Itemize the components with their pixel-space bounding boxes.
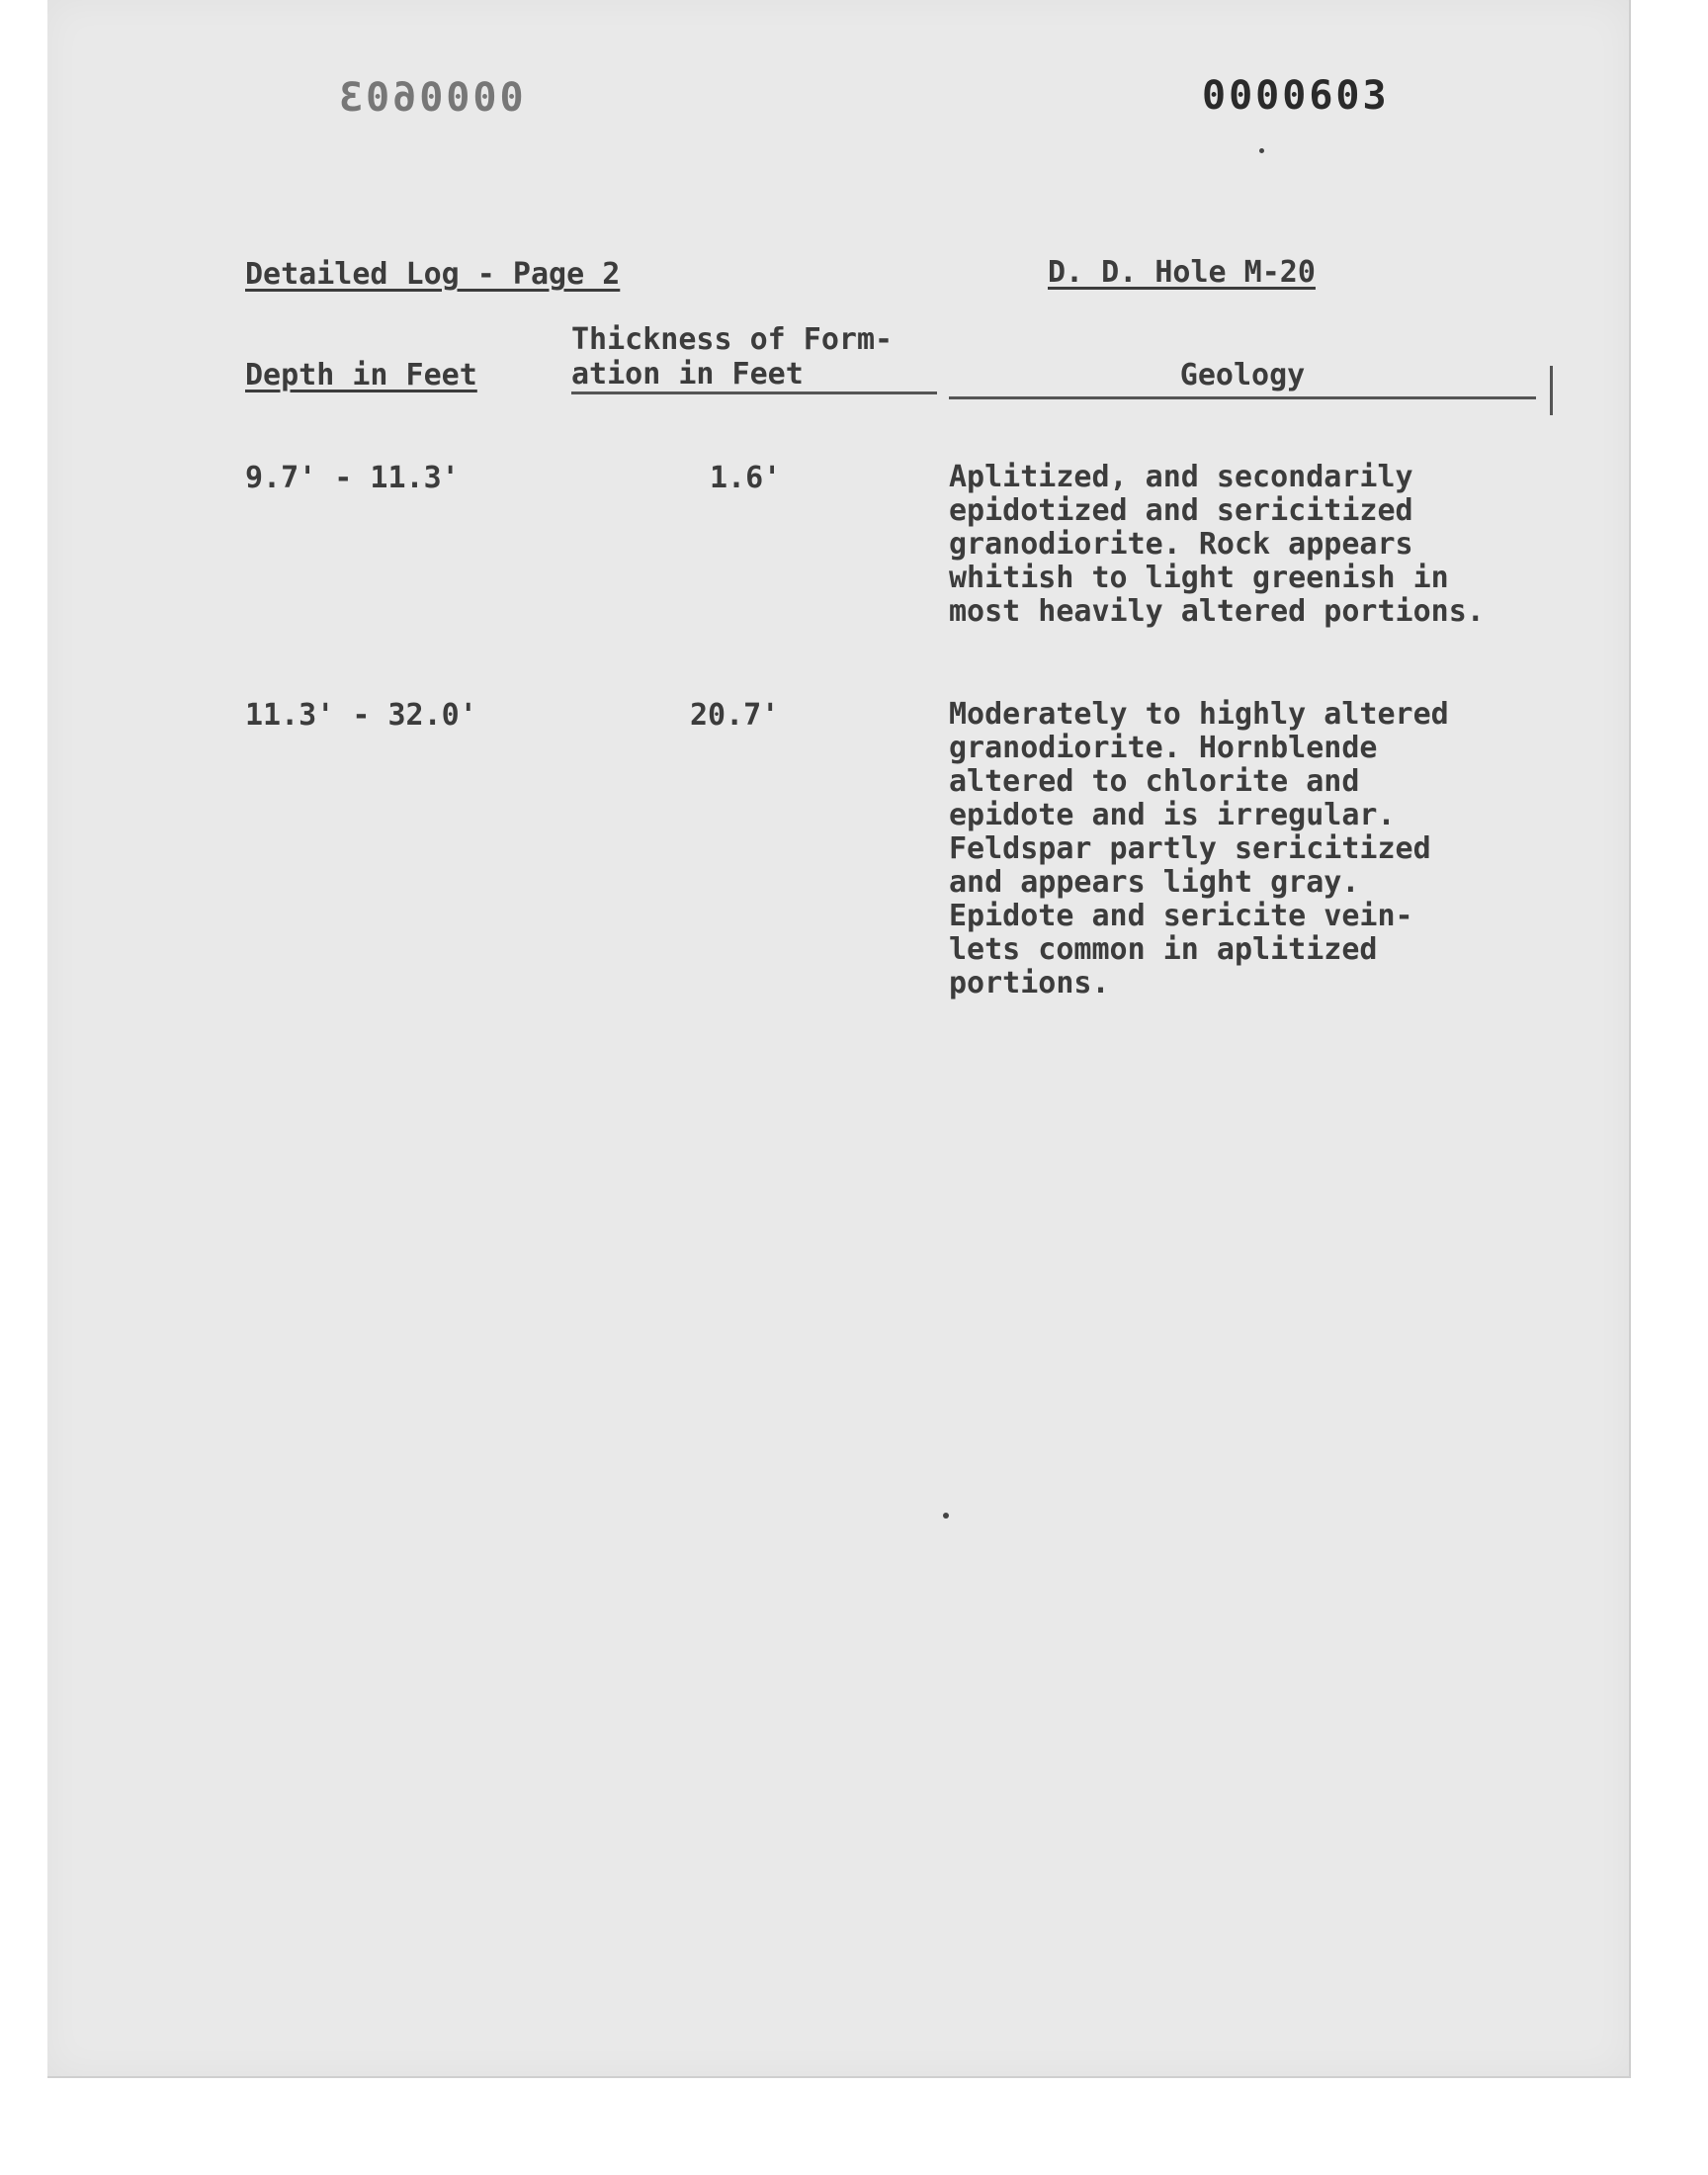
column-header-geology: Geology (949, 358, 1536, 399)
column-header-depth: Depth in Feet (245, 358, 477, 392)
mirrored-page-number-stamp: 0000603 (336, 75, 524, 121)
log-title: Detailed Log - Page 2 (245, 257, 621, 292)
document-page (47, 0, 1631, 2078)
row-1-geology: Aplitized, and secondarily epidotized and sericitized granodiorite. Rock appears whitish to light greenish in most heavily altered portions. (949, 460, 1485, 629)
paper-speck (1259, 148, 1264, 153)
row-2-geology: Moderately to highly altered granodiorite. Hornblende altered to chlorite and epidote and is irregular. Feldspar partly sericitized and appears light gray. Epidote and sericite vein- lets common in aplitized portions. (949, 697, 1449, 1000)
margin-mark (1550, 366, 1553, 415)
row-1-thickness: 1.6' (710, 461, 782, 495)
paper-speck (943, 1513, 949, 1519)
row-1-depth: 9.7' - 11.3' (245, 461, 460, 495)
hole-title: D. D. Hole M-20 (1048, 255, 1316, 290)
row-2-depth: 11.3' - 32.0' (245, 698, 477, 733)
page-number-stamp: 0000603 (1202, 73, 1390, 119)
column-header-thickness: Thickness of Form- ation in Feet (571, 322, 937, 394)
row-2-thickness: 20.7' (690, 698, 780, 733)
